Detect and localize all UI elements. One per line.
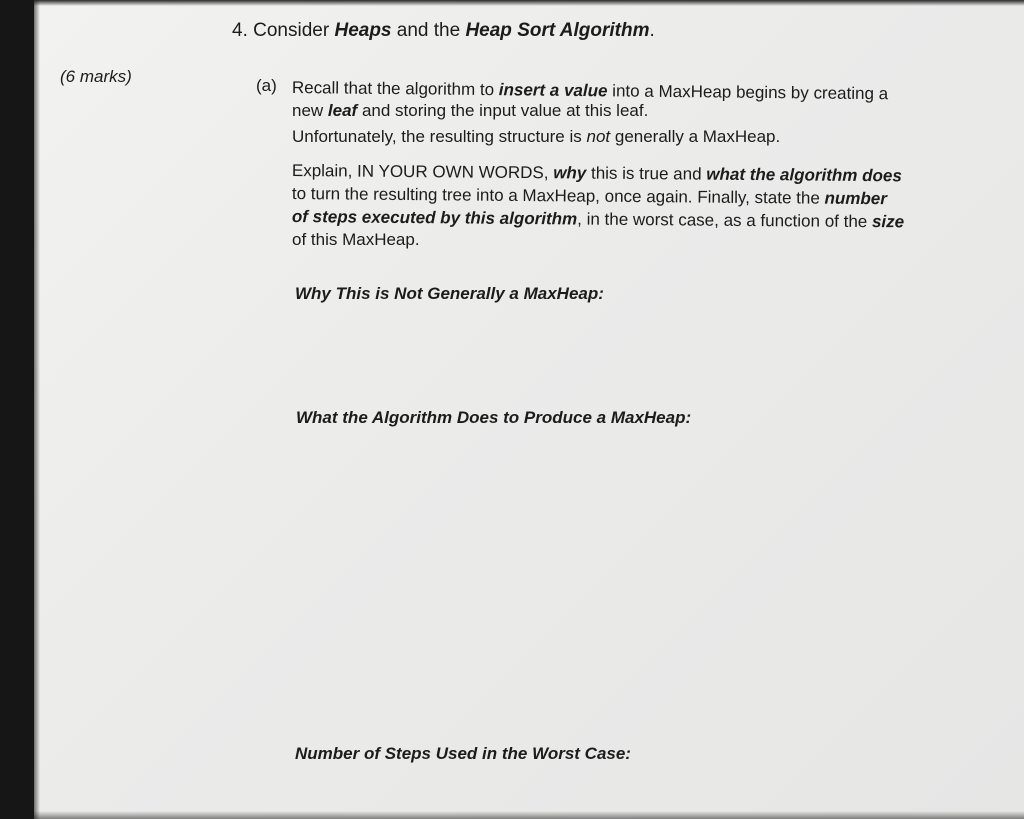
part-a-line-7: of this MaxHeap.: [292, 230, 420, 249]
heading-why-not-maxheap: Why This is Not Generally a MaxHeap:: [295, 284, 604, 303]
marks-label: (6 marks): [60, 67, 132, 86]
part-a-line-3: Unfortunately, the resulting structure is not generally a MaxHeap.: [292, 127, 781, 146]
exam-page: [34, 0, 1024, 819]
page-bottom-shadow: [34, 811, 1024, 819]
part-a-line-2: new leaf and storing the input value at this leaf.: [292, 101, 649, 120]
part-a-line-1: Recall that the algorithm to insert a value into a MaxHeap begins by creating a: [291, 77, 889, 104]
part-a-line-6: of steps executed by this algorithm, in the worst case, as a function of the size: [291, 206, 905, 232]
page-left-shadow: [34, 0, 40, 819]
heading-worst-case-steps: Number of Steps Used in the Worst Case:: [295, 744, 631, 763]
question-title: 4. Consider Heaps and the Heap Sort Algorithm.: [232, 20, 655, 41]
part-a-line-5: to turn the resulting tree into a MaxHeap, once again. Finally, state the number: [291, 183, 887, 209]
question-number: 4.: [232, 20, 248, 41]
heading-what-algorithm-does: What the Algorithm Does to Produce a MaxHeap:: [296, 408, 692, 427]
part-a-line-4: Explain, IN YOUR OWN WORDS, why this is true and what the algorithm does: [291, 160, 902, 186]
page-top-shadow: [34, 0, 1024, 6]
part-a-label: (a): [256, 76, 277, 95]
